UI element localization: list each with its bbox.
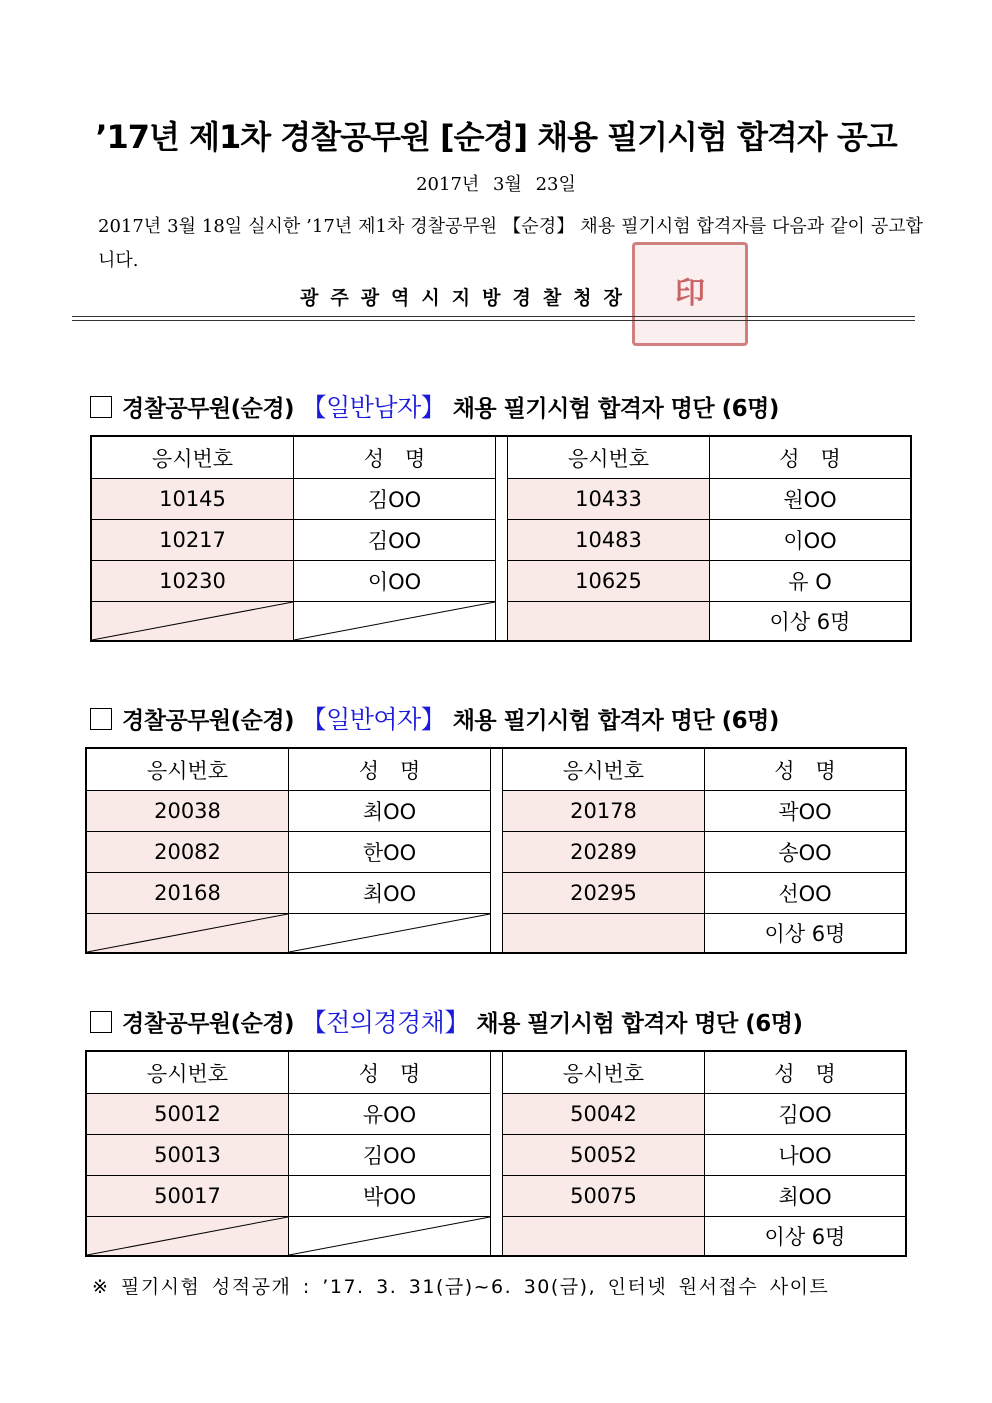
cell-name: 나OO [705, 1135, 905, 1176]
heading-category: 【전의경경채】 [301, 1008, 469, 1037]
footer-note: ※ 필기시험 성적공개 : ’17. 3. 31(금)~6. 30(금), 인터넷 원서접수 사이트 [92, 1276, 830, 1298]
cell-exam-number: 50052 [503, 1135, 705, 1176]
cell-name: 유 O [710, 561, 910, 602]
heading-suffix: 채용 필기시험 합격자 명단 (6명) [452, 708, 779, 734]
cell-exam-number: 10483 [508, 520, 710, 561]
column-gap [490, 1052, 503, 1255]
cell-exam-number: 20295 [503, 873, 705, 914]
header-id: 응시번호 [503, 749, 705, 791]
cell-exam-number: 50012 [87, 1094, 289, 1135]
cell-name: 유OO [289, 1094, 490, 1135]
heading-prefix: 경찰공무원(순경) [122, 396, 295, 422]
cell-exam-number: 10145 [92, 479, 294, 520]
results-table [85, 747, 907, 954]
section-heading [90, 1003, 803, 1039]
cell-name: 김OO [294, 479, 495, 520]
empty-cell [503, 914, 705, 952]
cell-exam-number: 10217 [92, 520, 294, 561]
heading-category: 【일반여자】 [301, 705, 446, 734]
heading-category: 【일반남자】 [301, 393, 446, 422]
heading-prefix: 경찰공무원(순경) [122, 708, 295, 734]
cell-name: 한OO [289, 832, 490, 873]
column-gap [490, 749, 503, 952]
header-id: 응시번호 [508, 437, 710, 479]
header-id: 응시번호 [92, 437, 294, 479]
header-id: 응시번호 [87, 749, 289, 791]
cell-name: 최OO [289, 791, 490, 832]
section-heading [90, 700, 779, 736]
double-divider [72, 316, 915, 321]
cell-name: 김OO [294, 520, 495, 561]
empty-cell [503, 1217, 705, 1255]
cell-exam-number: 50075 [503, 1176, 705, 1217]
cell-name: 박OO [289, 1176, 490, 1217]
cell-exam-number: 50042 [503, 1094, 705, 1135]
cell-name: 송OO [705, 832, 905, 873]
empty-cell [508, 602, 710, 640]
cell-name: 원OO [710, 479, 910, 520]
cell-exam-number: 20038 [87, 791, 289, 832]
cell-exam-number: 10433 [508, 479, 710, 520]
page-title: ’17년 제1차 경찰공무원 [순경] 채용 필기시험 합격자 공고 [95, 118, 897, 156]
header-id: 응시번호 [503, 1052, 705, 1094]
announcement-body: 2017년 3월 18일 실시한 ’17년 제1차 경찰공무원 【순경】 채용 필기시험 합격자를 다음과 같이 공고합니다. [98, 216, 923, 271]
empty-cell [289, 1217, 490, 1255]
cell-exam-number: 20289 [503, 832, 705, 873]
checkbox-square-icon [90, 396, 112, 418]
empty-cell [294, 602, 495, 640]
official-seal: 印 [632, 242, 748, 346]
issuer: 광주광역시지방경찰청장 [300, 287, 634, 309]
cell-name: 이OO [710, 520, 910, 561]
header-name: 성 명 [289, 1052, 490, 1094]
results-table [85, 1050, 907, 1257]
cell-name: 최OO [705, 1176, 905, 1217]
header-name: 성 명 [294, 437, 495, 479]
header-name: 성 명 [710, 437, 910, 479]
cell-exam-number: 20168 [87, 873, 289, 914]
section-heading [90, 388, 779, 424]
heading-suffix: 채용 필기시험 합격자 명단 (6명) [476, 1011, 803, 1037]
cell-name: 김OO [289, 1135, 490, 1176]
cell-name: 이OO [294, 561, 495, 602]
cell-name: 김OO [705, 1094, 905, 1135]
cell-exam-number: 20082 [87, 832, 289, 873]
empty-cell [92, 602, 294, 640]
header-id: 응시번호 [87, 1052, 289, 1094]
header-name: 성 명 [289, 749, 490, 791]
total-count: 이상 6명 [764, 922, 846, 946]
checkbox-square-icon [90, 708, 112, 730]
heading-prefix: 경찰공무원(순경) [122, 1011, 295, 1037]
cell-name: 선OO [705, 873, 905, 914]
empty-cell [87, 914, 289, 952]
cell-exam-number: 10230 [92, 561, 294, 602]
cell-name: 곽OO [705, 791, 905, 832]
total-count: 이상 6명 [769, 610, 851, 634]
announcement-date: 2017년 3월 23일 [416, 174, 576, 195]
cell-name: 최OO [289, 873, 490, 914]
results-table [90, 435, 912, 642]
header-name: 성 명 [705, 749, 905, 791]
heading-suffix: 채용 필기시험 합격자 명단 (6명) [452, 396, 779, 422]
cell-exam-number: 10625 [508, 561, 710, 602]
column-gap [495, 437, 508, 640]
empty-cell [87, 1217, 289, 1255]
cell-exam-number: 50013 [87, 1135, 289, 1176]
empty-cell [289, 914, 490, 952]
total-count: 이상 6명 [764, 1225, 846, 1249]
checkbox-square-icon [90, 1011, 112, 1033]
cell-exam-number: 20178 [503, 791, 705, 832]
header-name: 성 명 [705, 1052, 905, 1094]
cell-exam-number: 50017 [87, 1176, 289, 1217]
